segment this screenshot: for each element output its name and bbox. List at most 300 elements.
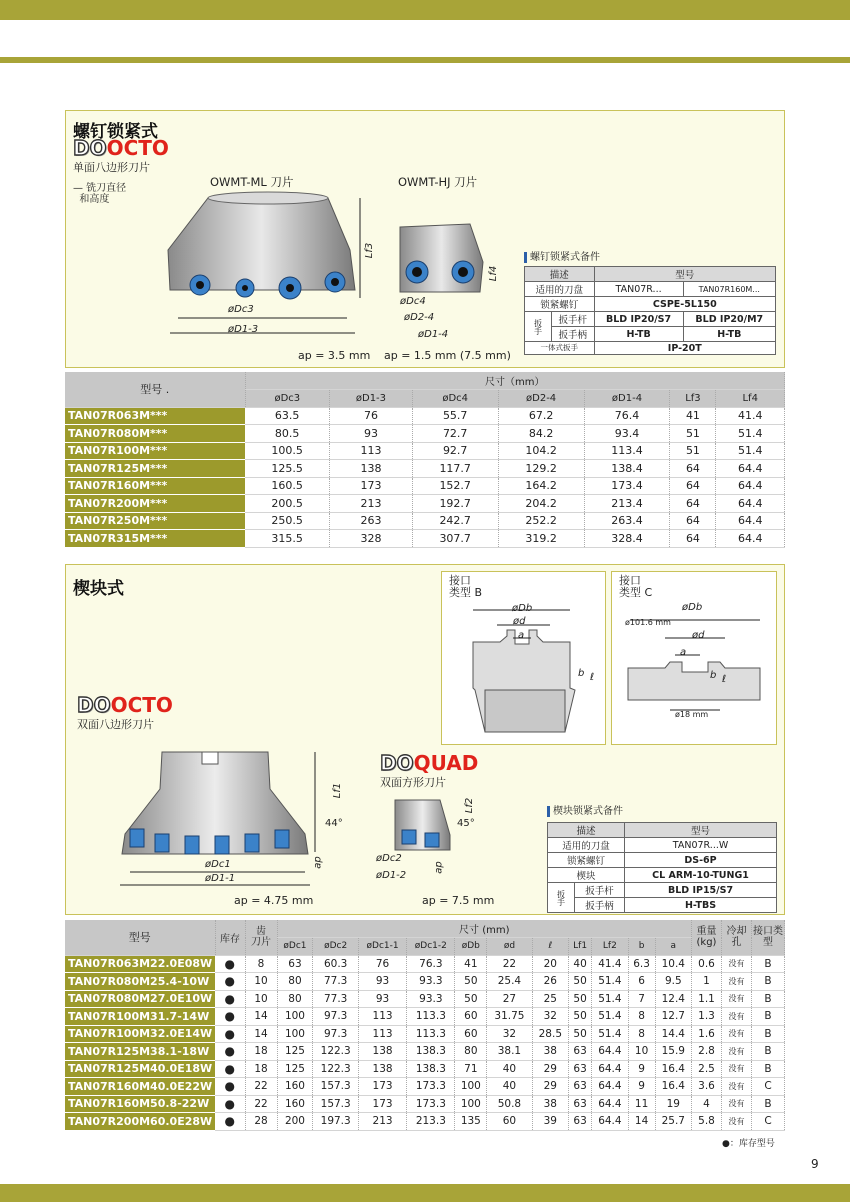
interface-cell: B bbox=[752, 1095, 785, 1113]
value-cell: 60 bbox=[455, 1025, 487, 1043]
value-cell: 117.7 bbox=[412, 460, 498, 478]
iface-c-a: a bbox=[680, 647, 687, 658]
value-cell: 27 bbox=[487, 990, 532, 1008]
value-cell: 51 bbox=[670, 425, 716, 443]
table-row bbox=[65, 1078, 785, 1096]
table-row bbox=[65, 495, 785, 513]
value-cell: 64 bbox=[670, 512, 716, 530]
coolant-cell: 没有 bbox=[722, 990, 752, 1008]
value-cell: 125 bbox=[277, 1043, 313, 1061]
value-cell: 100.5 bbox=[245, 442, 330, 460]
value-cell: 252.2 bbox=[498, 512, 584, 530]
value-cell: 122.3 bbox=[313, 1060, 358, 1078]
wedge-parts-table: 描述 型号 适用的刀盘 TAN07R...W 锁紧螺钉 DS-6P 楔块 CL ARM-10-TUNG1 扳手 扳手杆 BLD IP15/S7 扳手柄 H-TBS bbox=[547, 822, 777, 913]
value-cell: 104.2 bbox=[498, 442, 584, 460]
value-cell: 14.4 bbox=[655, 1025, 691, 1043]
value-cell: 76.4 bbox=[584, 407, 670, 425]
value-cell: 129.2 bbox=[498, 460, 584, 478]
value-cell: 200.5 bbox=[245, 495, 330, 513]
value-cell: 16.4 bbox=[655, 1078, 691, 1096]
value-cell: 50 bbox=[455, 973, 487, 991]
value-cell: 192.7 bbox=[412, 495, 498, 513]
stock-dot: ● bbox=[215, 1043, 245, 1061]
value-cell: 63.5 bbox=[245, 407, 330, 425]
model-cell: TAN07R160M*** bbox=[65, 477, 245, 495]
value-cell: 40 bbox=[568, 955, 591, 973]
legend-note: — 铣刀直径 和高度 bbox=[73, 183, 127, 205]
label-lf3: Lf3 bbox=[364, 242, 376, 259]
value-cell: 51.4 bbox=[592, 990, 628, 1008]
value-cell: 138 bbox=[358, 1060, 406, 1078]
label-ap-right: ap bbox=[433, 861, 445, 874]
value-cell: 50.8 bbox=[487, 1095, 532, 1113]
column-header: øDc1 bbox=[277, 938, 313, 956]
table-row bbox=[65, 442, 785, 460]
iface-b-db: øDb bbox=[512, 603, 533, 614]
wedge-parts-title: 楔块锁紧式备件 bbox=[547, 806, 623, 817]
model-cell: TAN07R100M32.0E14W bbox=[65, 1025, 215, 1043]
value-cell: 26 bbox=[532, 973, 568, 991]
value-cell: 80 bbox=[455, 1043, 487, 1061]
value-cell: 93 bbox=[358, 973, 406, 991]
model-cell: TAN07R063M22.0E08W bbox=[65, 955, 215, 973]
weight-cell: 1.3 bbox=[692, 1008, 722, 1026]
teeth-cell: 14 bbox=[245, 1008, 277, 1026]
value-cell: 64.4 bbox=[592, 1113, 628, 1131]
table-row bbox=[65, 1113, 785, 1131]
value-cell: 20 bbox=[532, 955, 568, 973]
interface-b-title: 接口 类型 B bbox=[449, 574, 483, 599]
coolant-cell: 没有 bbox=[722, 973, 752, 991]
value-cell: 10.4 bbox=[655, 955, 691, 973]
value-cell: 64.4 bbox=[716, 495, 785, 513]
value-cell: 12.4 bbox=[655, 990, 691, 1008]
iface-c-l: ℓ bbox=[722, 674, 727, 685]
value-cell: 12.7 bbox=[655, 1008, 691, 1026]
table-row bbox=[65, 425, 785, 443]
value-cell: 173 bbox=[358, 1078, 406, 1096]
value-cell: 173 bbox=[330, 477, 413, 495]
label-ap-left: ap bbox=[312, 856, 324, 869]
table-row bbox=[65, 512, 785, 530]
stock-footnote: ●：库存型号 bbox=[722, 1139, 775, 1149]
value-cell: 93.4 bbox=[584, 425, 670, 443]
value-cell: 319.2 bbox=[498, 530, 584, 548]
table-row bbox=[65, 1025, 785, 1043]
value-cell: 39 bbox=[532, 1113, 568, 1131]
value-cell: 76 bbox=[358, 955, 406, 973]
iface-b-b: b bbox=[578, 668, 585, 679]
value-cell: 6.3 bbox=[628, 955, 655, 973]
value-cell: 9 bbox=[628, 1060, 655, 1078]
value-cell: 113.3 bbox=[407, 1008, 455, 1026]
value-cell: 32 bbox=[487, 1025, 532, 1043]
wedge-title: 楔块式 bbox=[73, 579, 124, 599]
model-cell: TAN07R200M*** bbox=[65, 495, 245, 513]
teeth-cell: 28 bbox=[245, 1113, 277, 1131]
value-cell: 173.3 bbox=[407, 1095, 455, 1113]
value-cell: 11 bbox=[628, 1095, 655, 1113]
iface-b-l: ℓ bbox=[590, 672, 595, 683]
weight-cell: 5.8 bbox=[692, 1113, 722, 1131]
value-cell: 63 bbox=[277, 955, 313, 973]
value-cell: 50 bbox=[568, 1025, 591, 1043]
coolant-cell: 没有 bbox=[722, 1113, 752, 1131]
value-cell: 7 bbox=[628, 990, 655, 1008]
value-cell: 9 bbox=[628, 1078, 655, 1096]
table-row bbox=[65, 990, 785, 1008]
value-cell: 113.3 bbox=[407, 1025, 455, 1043]
value-cell: 263.4 bbox=[584, 512, 670, 530]
model-cell: TAN07R080M*** bbox=[65, 425, 245, 443]
value-cell: 200 bbox=[277, 1113, 313, 1131]
screw-hj-drawing bbox=[395, 222, 495, 302]
wedge-table: 型号 库存 齿 刀片 尺寸 (mm) 重量 (kg) 冷却 孔 接口类 型 øDc1 øDc2 øDc1-1 øDc1-2 øDb ød ℓ Lf1 Lf2 b a TAN07R063M22.0E08W ● 8 63 60.3 76 76.3 41 22 20 40 41.4 6.3 10.4 0.6 没有 B TAN07R080M25.4-10W ● 10 80 77.3 93 93.3 50 25.4 26 50 51.4 6 9.5 1 没有 B TAN07R080M27.0E10W ● 10 80 77.3 93 93.3 50 27 25 50 51.4 7 12.4 1.1 没有 B TAN07R100M31.7-14W ● 14 100 97.3 113 113.3 60 31.75 32 50 51.4 8 12.7 1.3 没有 B TAN07R100M32.0E14W ● 14 100 97.3 113 113.3 60 32 28.5 50 51.4 8 14.4 1.6 没有 B TAN07R125M38.1-18W ● 18 125 122.3 138 138.3 80 38.1 38 63 64.4 10 15.9 2.8 没有 B TAN07R125M40.0E18W ● 18 125 122.3 138 138.3 71 40 29 63 64.4 9 16.4 2.5 没有 B TAN07R160M40.0E22W ● 22 160 157.3 173 173.3 100 40 29 63 64.4 9 16.4 3.6 没有 C TAN07R160M50.8-22W ● 22 160 157.3 173 173.3 100 50.8 38 63 64.4 11 19 4 没有 B TAN07R200M60.0E28W ● 28 200 197.3 213 213.3 135 60 39 63 64.4 14 25.7 5.8 没有 C bbox=[65, 920, 785, 1131]
iface-c-d18: ø18 mm bbox=[675, 710, 709, 719]
value-cell: 100 bbox=[455, 1078, 487, 1096]
coolant-cell: 没有 bbox=[722, 1095, 752, 1113]
value-cell: 242.7 bbox=[412, 512, 498, 530]
coolant-cell: 没有 bbox=[722, 1078, 752, 1096]
stock-dot: ● bbox=[215, 1008, 245, 1026]
model-cell: TAN07R250M*** bbox=[65, 512, 245, 530]
value-cell: 50 bbox=[568, 973, 591, 991]
interface-cell: B bbox=[752, 1025, 785, 1043]
label-d11: øD1-1 bbox=[205, 873, 236, 884]
value-cell: 76 bbox=[330, 407, 413, 425]
model-cell: TAN07R100M*** bbox=[65, 442, 245, 460]
table-row bbox=[65, 530, 785, 548]
value-cell: 6 bbox=[628, 973, 655, 991]
value-cell: 64 bbox=[670, 495, 716, 513]
label-lf4: Lf4 bbox=[488, 265, 500, 282]
value-cell: 64 bbox=[670, 460, 716, 478]
value-cell: 307.7 bbox=[412, 530, 498, 548]
value-cell: 29 bbox=[532, 1060, 568, 1078]
value-cell: 100 bbox=[277, 1025, 313, 1043]
model-cell: TAN07R063M*** bbox=[65, 407, 245, 425]
value-cell: 138.3 bbox=[407, 1043, 455, 1061]
doquad-logo: DOQUAD bbox=[380, 751, 479, 775]
wedge-cutter-drawing bbox=[110, 744, 350, 894]
coolant-cell: 没有 bbox=[722, 1060, 752, 1078]
value-cell: 328 bbox=[330, 530, 413, 548]
value-cell: 93 bbox=[358, 990, 406, 1008]
value-cell: 80 bbox=[277, 973, 313, 991]
value-cell: 315.5 bbox=[245, 530, 330, 548]
iface-c-db: øDb bbox=[682, 602, 703, 613]
screw-cutter-drawing bbox=[150, 190, 380, 340]
interface-cell: C bbox=[752, 1113, 785, 1131]
value-cell: 40 bbox=[487, 1060, 532, 1078]
value-cell: 97.3 bbox=[313, 1008, 358, 1026]
teeth-cell: 18 bbox=[245, 1060, 277, 1078]
value-cell: 328.4 bbox=[584, 530, 670, 548]
column-header: b bbox=[628, 938, 655, 956]
stock-dot: ● bbox=[215, 955, 245, 973]
value-cell: 9.5 bbox=[655, 973, 691, 991]
value-cell: 25.7 bbox=[655, 1113, 691, 1131]
value-cell: 40 bbox=[487, 1078, 532, 1096]
value-cell: 38 bbox=[532, 1043, 568, 1061]
value-cell: 138 bbox=[358, 1043, 406, 1061]
weight-cell: 2.5 bbox=[692, 1060, 722, 1078]
insert-ml-label: OWMT-ML 刀片 bbox=[210, 175, 294, 189]
label-dc2: øDc2 bbox=[376, 853, 402, 864]
model-cell: TAN07R125M40.0E18W bbox=[65, 1060, 215, 1078]
value-cell: 28.5 bbox=[532, 1025, 568, 1043]
value-cell: 10 bbox=[628, 1043, 655, 1061]
weight-cell: 1.6 bbox=[692, 1025, 722, 1043]
column-header: øDb bbox=[455, 938, 487, 956]
label-d12: øD1-2 bbox=[376, 870, 407, 881]
interface-cell: B bbox=[752, 973, 785, 991]
screw-parts-table: 描述 型号 适用的刀盘 TAN07R... TAN07R160M... 锁紧螺钉 CSPE-5L150 扳手 扳手杆 BLD IP20/S7 BLD IP20/M7 扳手柄 H-TB H-TB 一体式扳手 IP-20T bbox=[524, 266, 776, 355]
value-cell: 100 bbox=[455, 1095, 487, 1113]
table-row bbox=[65, 1008, 785, 1026]
value-cell: 64.4 bbox=[592, 1095, 628, 1113]
value-cell: 63 bbox=[568, 1078, 591, 1096]
value-cell: 51.4 bbox=[592, 1008, 628, 1026]
value-cell: 64.4 bbox=[716, 477, 785, 495]
label-d14: øD1-4 bbox=[418, 329, 449, 340]
value-cell: 25.4 bbox=[487, 973, 532, 991]
value-cell: 213.3 bbox=[407, 1113, 455, 1131]
value-cell: 93.3 bbox=[407, 973, 455, 991]
quad-drawing bbox=[390, 795, 460, 855]
interface-cell: B bbox=[752, 1043, 785, 1061]
doocto-logo-2: DOOCTO bbox=[77, 693, 173, 717]
value-cell: 64 bbox=[670, 530, 716, 548]
value-cell: 41 bbox=[670, 407, 716, 425]
value-cell: 80 bbox=[277, 990, 313, 1008]
value-cell: 50 bbox=[568, 990, 591, 1008]
column-header: øDc1-2 bbox=[407, 938, 455, 956]
value-cell: 213 bbox=[358, 1113, 406, 1131]
value-cell: 63 bbox=[568, 1060, 591, 1078]
value-cell: 51.4 bbox=[716, 442, 785, 460]
value-cell: 72.7 bbox=[412, 425, 498, 443]
value-cell: 32 bbox=[532, 1008, 568, 1026]
label-lf2: Lf2 bbox=[464, 797, 476, 814]
value-cell: 80.5 bbox=[245, 425, 330, 443]
value-cell: 263 bbox=[330, 512, 413, 530]
value-cell: 64.4 bbox=[592, 1043, 628, 1061]
value-cell: 113 bbox=[358, 1008, 406, 1026]
value-cell: 122.3 bbox=[313, 1043, 358, 1061]
value-cell: 113 bbox=[330, 442, 413, 460]
value-cell: 64 bbox=[670, 477, 716, 495]
ap-wedge-right: ap = 7.5 mm bbox=[422, 894, 495, 907]
interface-cell: B bbox=[752, 1008, 785, 1026]
value-cell: 14 bbox=[628, 1113, 655, 1131]
stock-dot: ● bbox=[215, 1025, 245, 1043]
value-cell: 63 bbox=[568, 1095, 591, 1113]
stock-dot: ● bbox=[215, 990, 245, 1008]
interface-cell: B bbox=[752, 990, 785, 1008]
label-lf1: Lf1 bbox=[332, 782, 344, 799]
value-cell: 213 bbox=[330, 495, 413, 513]
value-cell: 38.1 bbox=[487, 1043, 532, 1061]
teeth-cell: 10 bbox=[245, 973, 277, 991]
table-row bbox=[65, 973, 785, 991]
value-cell: 63 bbox=[568, 1043, 591, 1061]
table-row bbox=[65, 460, 785, 478]
octo-subtitle: 双面八边形刀片 bbox=[77, 718, 154, 731]
value-cell: 164.2 bbox=[498, 477, 584, 495]
value-cell: 76.3 bbox=[407, 955, 455, 973]
value-cell: 204.2 bbox=[498, 495, 584, 513]
stock-dot: ● bbox=[215, 1060, 245, 1078]
value-cell: 25 bbox=[532, 990, 568, 1008]
value-cell: 93 bbox=[330, 425, 413, 443]
value-cell: 250.5 bbox=[245, 512, 330, 530]
value-cell: 50 bbox=[568, 1008, 591, 1026]
interface-cell: B bbox=[752, 1060, 785, 1078]
model-cell: TAN07R125M38.1-18W bbox=[65, 1043, 215, 1061]
value-cell: 31.75 bbox=[487, 1008, 532, 1026]
interface-cell: B bbox=[752, 955, 785, 973]
table-row bbox=[65, 955, 785, 973]
column-header: Lf2 bbox=[592, 938, 628, 956]
screw-table: 型号 . 尺寸（mm） øDc3 øD1-3 øDc4 øD2-4 øD1-4 Lf3 Lf4 TAN07R063M*** 63.5 76 55.7 67.2 76.4 41 41.4 TAN07R080M*** 80.5 93 72.7 84.2 93.4 51 51.4 TAN07R100M*** 100.5 113 92.7 104.2 113.4 51 51.4 TAN07R125M*** 125.5 138 117.7 129.2 138.4 64 64.4 TAN07R160M*** 160.5 173 152.7 164.2 173.4 64 64.4 TAN07R200M*** 200.5 213 192.7 204.2 213.4 64 64.4 TAN07R250M*** 250.5 263 242.7 252.2 263.4 64 64.4 TAN07R315M*** 315.5 328 307.7 319.2 328.4 64 64.4 bbox=[65, 372, 785, 548]
value-cell: 41.4 bbox=[716, 407, 785, 425]
model-cell: TAN07R160M40.0E22W bbox=[65, 1078, 215, 1096]
screw-subtitle: 单面八边形刀片 bbox=[73, 161, 150, 174]
value-cell: 8 bbox=[628, 1008, 655, 1026]
screw-title: 螺钉锁紧式 bbox=[73, 122, 158, 142]
coolant-cell: 没有 bbox=[722, 1008, 752, 1026]
doocto-logo: DOOCTO bbox=[73, 136, 169, 160]
interface-c-title: 接口 类型 C bbox=[619, 574, 653, 599]
table-row bbox=[65, 1060, 785, 1078]
value-cell: 41.4 bbox=[592, 955, 628, 973]
value-cell: 125.5 bbox=[245, 460, 330, 478]
value-cell: 138.4 bbox=[584, 460, 670, 478]
value-cell: 51.4 bbox=[716, 425, 785, 443]
value-cell: 100 bbox=[277, 1008, 313, 1026]
value-cell: 41 bbox=[455, 955, 487, 973]
value-cell: 173 bbox=[358, 1095, 406, 1113]
label-dc1: øDc1 bbox=[205, 859, 231, 870]
column-header: ød bbox=[487, 938, 532, 956]
value-cell: 51 bbox=[670, 442, 716, 460]
teeth-cell: 22 bbox=[245, 1095, 277, 1113]
value-cell: 55.7 bbox=[412, 407, 498, 425]
weight-cell: 3.6 bbox=[692, 1078, 722, 1096]
value-cell: 8 bbox=[628, 1025, 655, 1043]
coolant-cell: 没有 bbox=[722, 1025, 752, 1043]
value-cell: 63 bbox=[568, 1113, 591, 1131]
value-cell: 152.7 bbox=[412, 477, 498, 495]
top-stripe bbox=[0, 57, 850, 63]
value-cell: 113 bbox=[358, 1025, 406, 1043]
interface-cell: C bbox=[752, 1078, 785, 1096]
model-cell: TAN07R160M50.8-22W bbox=[65, 1095, 215, 1113]
teeth-cell: 10 bbox=[245, 990, 277, 1008]
stock-dot: ● bbox=[215, 1078, 245, 1096]
table-row bbox=[65, 1043, 785, 1061]
value-cell: 67.2 bbox=[498, 407, 584, 425]
model-cell: TAN07R100M31.7-14W bbox=[65, 1008, 215, 1026]
table-row bbox=[65, 1095, 785, 1113]
weight-cell: 2.8 bbox=[692, 1043, 722, 1061]
value-cell: 135 bbox=[455, 1113, 487, 1131]
value-cell: 97.3 bbox=[313, 1025, 358, 1043]
value-cell: 19 bbox=[655, 1095, 691, 1113]
stock-dot: ● bbox=[215, 1095, 245, 1113]
page-number: 9 bbox=[811, 1157, 819, 1171]
stock-dot: ● bbox=[215, 973, 245, 991]
coolant-cell: 没有 bbox=[722, 1043, 752, 1061]
model-cell: TAN07R080M27.0E10W bbox=[65, 990, 215, 1008]
screw-parts-title: 螺钉锁紧式备件 bbox=[524, 252, 600, 263]
quad-subtitle: 双面方形刀片 bbox=[380, 776, 446, 789]
value-cell: 60.3 bbox=[313, 955, 358, 973]
value-cell: 160 bbox=[277, 1078, 313, 1096]
iface-b-a: a bbox=[518, 630, 525, 641]
stock-dot: ● bbox=[215, 1113, 245, 1131]
value-cell: 157.3 bbox=[313, 1078, 358, 1096]
angle-right: 45° bbox=[457, 818, 475, 829]
value-cell: 60 bbox=[487, 1113, 532, 1131]
column-header: a bbox=[655, 938, 691, 956]
value-cell: 15.9 bbox=[655, 1043, 691, 1061]
bottom-band bbox=[0, 1184, 850, 1202]
table-row bbox=[65, 407, 785, 425]
iface-c-b: b bbox=[710, 670, 717, 681]
value-cell: 160.5 bbox=[245, 477, 330, 495]
ap-wedge-left: ap = 4.75 mm bbox=[234, 894, 314, 907]
top-band bbox=[0, 0, 850, 20]
label-d24: øD2-4 bbox=[404, 312, 435, 323]
teeth-cell: 22 bbox=[245, 1078, 277, 1096]
teeth-cell: 18 bbox=[245, 1043, 277, 1061]
column-header: Lf1 bbox=[568, 938, 591, 956]
value-cell: 125 bbox=[277, 1060, 313, 1078]
weight-cell: 1 bbox=[692, 973, 722, 991]
value-cell: 157.3 bbox=[313, 1095, 358, 1113]
value-cell: 51.4 bbox=[592, 973, 628, 991]
value-cell: 64.4 bbox=[716, 460, 785, 478]
value-cell: 38 bbox=[532, 1095, 568, 1113]
value-cell: 138.3 bbox=[407, 1060, 455, 1078]
value-cell: 173.4 bbox=[584, 477, 670, 495]
value-cell: 213.4 bbox=[584, 495, 670, 513]
coolant-cell: 没有 bbox=[722, 955, 752, 973]
value-cell: 50 bbox=[455, 990, 487, 1008]
label-d13: øD1-3 bbox=[228, 324, 259, 335]
value-cell: 77.3 bbox=[313, 990, 358, 1008]
value-cell: 84.2 bbox=[498, 425, 584, 443]
weight-cell: 4 bbox=[692, 1095, 722, 1113]
iface-b-d: ød bbox=[513, 616, 526, 627]
column-header: øDc1-1 bbox=[358, 938, 406, 956]
value-cell: 16.4 bbox=[655, 1060, 691, 1078]
teeth-cell: 8 bbox=[245, 955, 277, 973]
table-row bbox=[65, 477, 785, 495]
model-cell: TAN07R080M25.4-10W bbox=[65, 973, 215, 991]
value-cell: 64.4 bbox=[592, 1078, 628, 1096]
model-cell: TAN07R125M*** bbox=[65, 460, 245, 478]
value-cell: 64.4 bbox=[716, 530, 785, 548]
weight-cell: 0.6 bbox=[692, 955, 722, 973]
model-cell: TAN07R315M*** bbox=[65, 530, 245, 548]
value-cell: 77.3 bbox=[313, 973, 358, 991]
iface-c-d: ød bbox=[692, 630, 705, 641]
column-header: ℓ bbox=[532, 938, 568, 956]
value-cell: 60 bbox=[455, 1008, 487, 1026]
